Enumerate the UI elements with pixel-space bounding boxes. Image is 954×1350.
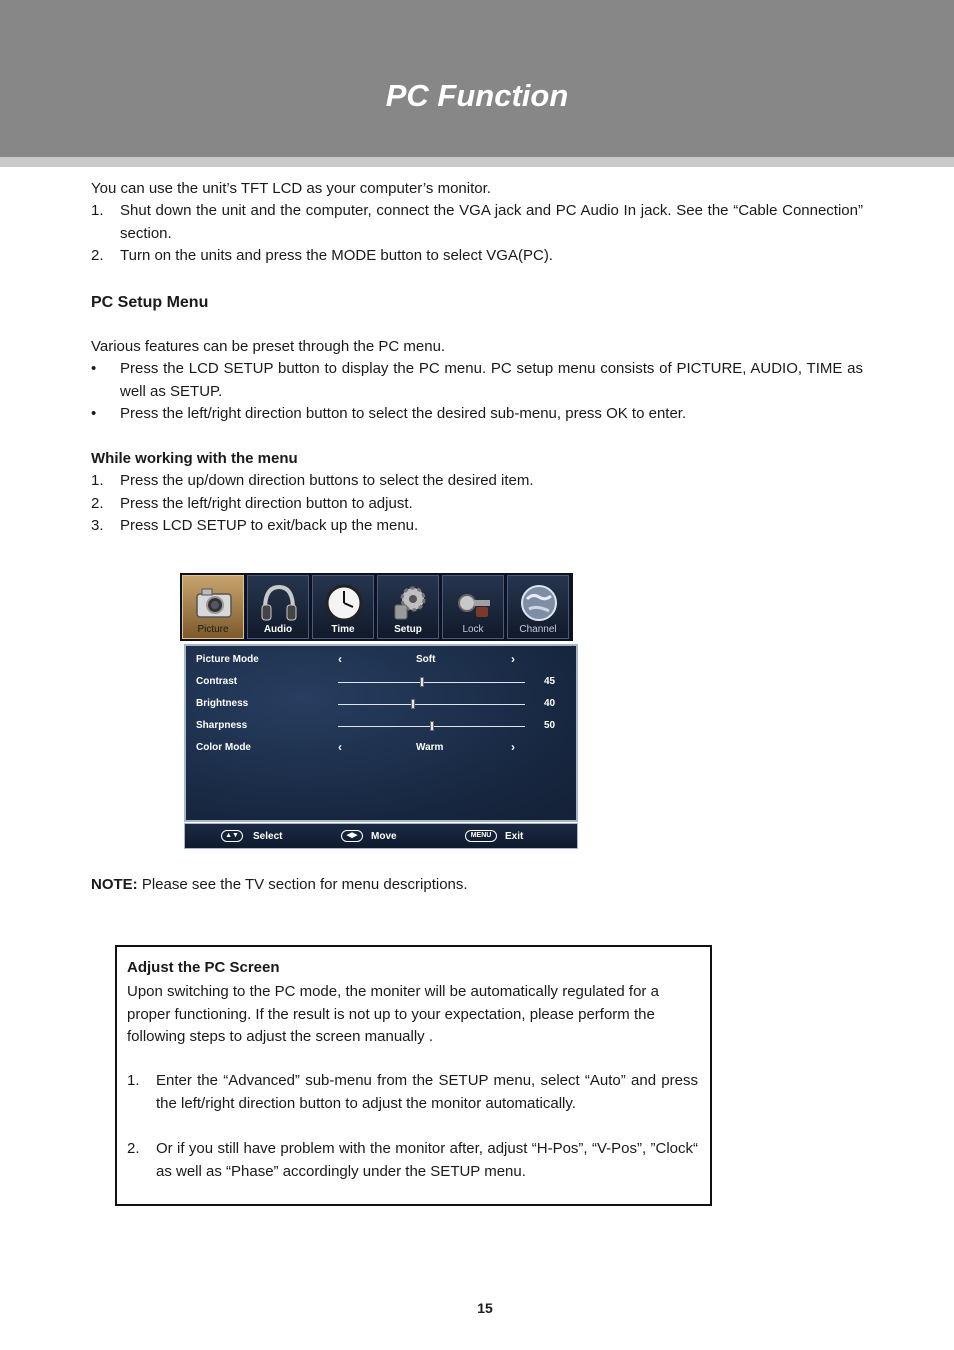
osd-footer-move: Move — [371, 831, 397, 842]
osd-tab-channel — [507, 575, 569, 639]
working-step-num: 1. — [91, 472, 104, 489]
osd-row-value: Soft — [416, 654, 436, 665]
page-number: 15 — [477, 1300, 493, 1316]
chevron-left-icon: ‹ — [338, 652, 342, 666]
chevron-left-icon: ‹ — [338, 740, 342, 754]
osd-row-value: Warm — [416, 742, 444, 753]
adjust-box-text: Upon switching to the PC mode, the moniter will be automatically regulated for a proper functioning. If the result is not up to your expectation, please perform the following steps to adjust the screen manually . — [127, 983, 659, 1045]
note — [91, 876, 468, 893]
intro-step-num: 1. — [91, 202, 104, 219]
osd-slider-thumb — [420, 677, 424, 687]
osd-row-label: Contrast — [196, 676, 238, 687]
setup-menu-heading: PC Setup Menu — [91, 294, 209, 311]
osd-tab-label: Picture — [197, 624, 229, 635]
left-right-icon: ◀▶ — [341, 830, 363, 842]
intro-step-1: Shut down the unit and the computer, connect the VGA jack and PC Audio In jack. See the “Cable Connection” section. — [120, 202, 863, 242]
osd-row-color-mode — [186, 738, 576, 758]
lock-icon — [453, 582, 495, 624]
note-text: Please see the TV section for menu descriptions. — [137, 876, 468, 893]
working-heading: While working with the menu — [91, 450, 298, 467]
osd-row-sharpness — [186, 716, 576, 736]
note-label: NOTE: — [91, 876, 138, 893]
osd-row-label: Color Mode — [196, 742, 251, 753]
osd-row-value: 45 — [544, 676, 556, 687]
osd-row-label: Sharpness — [196, 720, 248, 731]
osd-picture-panel — [184, 644, 578, 822]
header-divider — [0, 157, 954, 167]
menu-button-icon: MENU — [465, 830, 497, 842]
setup-bullet-1: Press the LCD SETUP button to display the PC menu. PC setup menu consists of PICTURE, AUDIO, TIME as well as SETUP. — [120, 360, 863, 400]
osd-footer-exit: Exit — [505, 831, 524, 842]
bullet-mark: • — [91, 405, 97, 422]
bullet-mark: • — [91, 360, 97, 377]
intro-text: You can use the unit’s TFT LCD as your computer’s monitor. — [91, 180, 491, 197]
osd-tab-lock — [442, 575, 504, 639]
osd-footer-select: Select — [253, 831, 283, 842]
working-step-num: 3. — [91, 517, 104, 534]
page-title: PC Function — [385, 78, 569, 113]
adjust-pc-screen-box — [115, 945, 712, 1206]
clock-icon — [323, 582, 365, 624]
osd-tab-bar — [180, 573, 573, 641]
osd-slider-track — [338, 704, 525, 705]
adjust-step-num: 2. — [127, 1140, 140, 1157]
osd-tab-label: Audio — [263, 624, 293, 635]
osd-slider-track — [338, 682, 525, 683]
camera-icon — [193, 582, 235, 624]
headphones-icon — [258, 582, 300, 624]
setup-menu-text: Various features can be preset through the PC menu. — [91, 338, 446, 355]
working-step-1: Press the up/down direction buttons to select the desired item. — [120, 472, 534, 489]
chevron-right-icon: › — [511, 740, 515, 754]
osd-tab-label: Setup — [394, 624, 422, 635]
osd-row-brightness — [186, 694, 576, 714]
osd-row-value: 40 — [544, 698, 556, 709]
intro-step-num: 2. — [91, 247, 104, 264]
osd-row-label: Picture Mode — [196, 654, 259, 665]
osd-tab-label: Lock — [462, 624, 484, 635]
osd-tab-label: Channel — [519, 624, 557, 635]
osd-menu-screenshot — [180, 573, 580, 851]
working-step-3: Press LCD SETUP to exit/back up the menu. — [120, 517, 419, 534]
osd-row-contrast — [186, 672, 576, 692]
osd-slider-thumb — [430, 721, 434, 731]
adjust-step-2: Or if you still have problem with the monitor after, adjust “H-Pos”, “V-Pos”, ”Clock“ as well as “Phase” accordingly under the SETUP menu. — [156, 1140, 698, 1180]
adjust-step-1: Enter the “Advanced” sub-menu from the SETUP menu, select “Auto” and press the left/right direction button to adjust the monitor automatically. — [156, 1072, 698, 1112]
adjust-box-title: Adjust the PC Screen — [127, 959, 280, 976]
osd-tab-picture — [182, 575, 244, 639]
working-step-num: 2. — [91, 495, 104, 512]
osd-row-picture-mode — [186, 650, 576, 670]
setup-bullet-2: Press the left/right direction button to select the desired sub-menu, press OK to enter. — [120, 405, 687, 422]
osd-row-label: Brightness — [196, 698, 249, 709]
osd-tab-setup — [377, 575, 439, 639]
gear-icon — [388, 582, 430, 624]
osd-tab-audio — [247, 575, 309, 639]
globe-icon — [518, 582, 560, 624]
intro-step-2: Turn on the units and press the MODE button to select VGA(PC). — [120, 247, 553, 264]
chevron-right-icon: › — [511, 652, 515, 666]
osd-row-value: 50 — [544, 720, 556, 731]
osd-tab-label: Time — [331, 624, 355, 635]
adjust-step-num: 1. — [127, 1072, 140, 1089]
osd-slider-thumb — [411, 699, 415, 709]
working-step-2: Press the left/right direction button to adjust. — [120, 495, 413, 512]
osd-footer-bar — [184, 823, 578, 849]
up-down-icon: ▲▼ — [221, 830, 243, 842]
osd-tab-time — [312, 575, 374, 639]
